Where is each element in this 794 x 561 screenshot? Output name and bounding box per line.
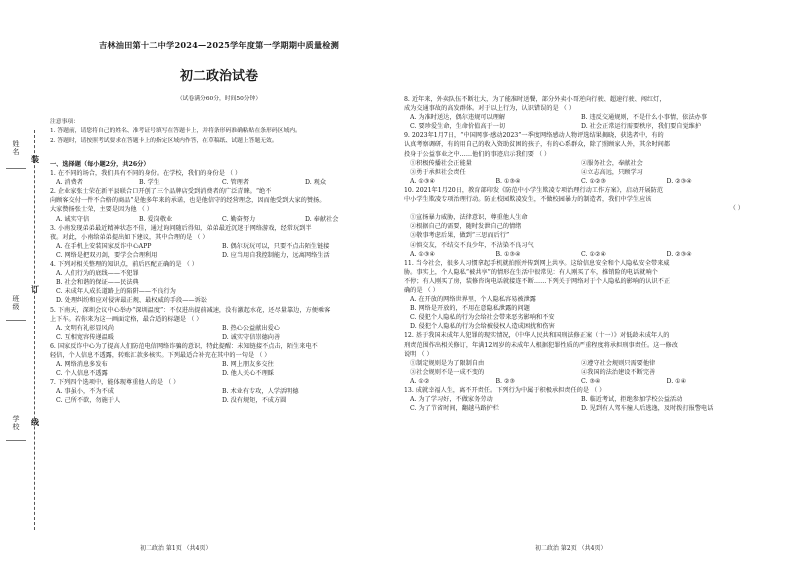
option-text: D. ①④ — [666, 377, 687, 385]
option-line: ②根据自己的需要，随时发泄自己的情绪 — [410, 223, 522, 231]
option-row — [404, 377, 752, 386]
option-text: D. 没有规矩，不成方圆 — [222, 397, 287, 405]
option-text: ③勇于承担社会责任 — [410, 168, 466, 176]
option-text: B. 违反交通规则，不是什么小事情，依法办事 — [581, 114, 708, 122]
option-line: C. 侵犯个人隐私的行为会给社会带来恶劣影响和不安 — [410, 314, 555, 322]
question-line: 8. 近年来，外卖队伍不断壮大，为了能准时送餐，部分外卖小哥逆向行驶、超速行驶、闯红灯， — [404, 96, 666, 103]
question-line: （ ） — [729, 205, 744, 213]
option-text: D. ②③④ — [666, 177, 692, 185]
option-text: ①积极传播社会正能量 — [410, 159, 472, 167]
option-line: ④慎交友，不结交不良少年，不沾染不良习气 — [410, 241, 534, 249]
option-text: C. 个人信息不透露 — [56, 370, 108, 378]
option-row — [50, 215, 388, 224]
question-line: 9. 2023年1月7日，“中国网事·感动2023”一季度网络感动人物评选结果揭晓，获选者中，有的 — [404, 132, 664, 140]
section-heading: 一、选择题（每小题2分，共26分） — [50, 161, 150, 168]
option-text: D. 奉献社会 — [305, 215, 339, 223]
option-text: C. 己所不欲，勿施于人 — [56, 397, 121, 405]
option-text: A. 消费者 — [56, 179, 83, 187]
question-line: 认真考察调研，有的用自己的收入资助贫困的孩子，有的心系群众，除了照顾家人外，其余时间都 — [404, 141, 671, 149]
question-line: 12. 基于我国未成年人犯罪的现实情况，《中华人民共和国刑法修正案（十一）》对低龄未成年人的 — [404, 332, 670, 340]
option-row — [404, 359, 752, 368]
question-line: 6. 国家反诈中心为了提高人们防范电信网络诈骗的意识，特此提醒：未知链接不点击，陌生来电不 — [50, 342, 318, 350]
question-line: 说明 （ ） — [404, 350, 433, 358]
option-row — [404, 404, 752, 413]
option-text: ①制定规则是为了限制自由 — [410, 359, 485, 367]
option-text: ④我国的法治建设不断完善 — [581, 368, 656, 376]
question-line: 投身于公益事业之中……他们的事迹启示我们要 （ ） — [404, 150, 551, 158]
name-label: 姓名 — [12, 140, 20, 156]
notes-heading: 注意事项： — [50, 119, 79, 125]
question-line: 11. 当今社会，很多人习惯拿起手机就拍照并传到网上共享。这给信息安全和个人隐私安全带来威 — [404, 259, 670, 267]
option-text: B. ①③④ — [495, 250, 521, 258]
option-row — [404, 250, 752, 259]
question-line: 10. 2021年1月20日，教育部印发《防范中小学生欺凌专项治理行动工作方案》，启动开展防范 — [404, 186, 664, 194]
option-text: C. 为了节省时间，翻越马路护栏 — [410, 405, 499, 413]
option-text: B. 热心公益献出爱心 — [222, 324, 280, 332]
option-text: C. ①②③ — [581, 177, 607, 185]
school-label: 学校 — [12, 415, 20, 431]
option-text: ④立志高远，只顾学习 — [581, 168, 643, 176]
option-row — [404, 122, 752, 131]
option-line: B. 社会和谐的保证——民法典 — [56, 279, 139, 287]
questions-right — [404, 95, 752, 413]
class-line — [6, 320, 26, 321]
option-text: C. 互相宽容传递温暖 — [56, 333, 114, 341]
name-line — [6, 168, 26, 169]
binding-mark-zhuang: 装 — [31, 154, 39, 164]
option-text: B. 术业有专攻，人学活明德 — [222, 388, 299, 396]
question-line: 确的是 （ ） — [404, 286, 439, 294]
exam-info: （试卷满分60分，时间50分钟） — [176, 96, 262, 102]
option-text: ③社会规则不是一成不变的 — [410, 368, 485, 376]
option-text: D. 应当用自我控制能力，远离网络生活 — [222, 251, 330, 259]
option-line: ①宣扬暴力威胁，法律意识，尊重他人生命 — [410, 214, 528, 222]
option-row — [50, 369, 388, 378]
option-text: ②服务社会，奉献社会 — [581, 159, 643, 167]
option-row — [404, 395, 752, 404]
exam-title: 吉林油田第十二中学2024—2025学年度第一学期期中质量检测 — [98, 40, 340, 50]
option-text: B. ①③④ — [495, 177, 521, 185]
question-line: 大家赞扬张士荣，主要是因为他 （ ） — [50, 206, 153, 214]
option-row — [404, 168, 752, 177]
question-line: 上下车。若你来为这一画面定格，最合适的标题是 （ ） — [50, 315, 203, 323]
option-line: D. 处理纠纷和应对侵害最正规、最权威的手段——诉讼 — [56, 297, 207, 305]
questions-left — [50, 160, 388, 406]
option-text: A. ①② — [410, 377, 430, 385]
option-text: B. 偶尔玩玩可以，只要不点击陌生链接 — [222, 242, 330, 250]
option-text: D. 见到有人驾车撞人后逃逸，及时拨打报警电话 — [581, 405, 714, 413]
option-text: B. 学生 — [139, 179, 160, 187]
question-line: 向顾客交付一件不合格的商品”是他多年来的承诺，也是他信守的经营理念，因而他受到大家的赞扬。 — [50, 197, 326, 205]
binding-mark-xian: 线 — [31, 417, 39, 427]
option-text: B. 临近考试，拒绝参加学校公益活动 — [581, 396, 683, 404]
option-row — [50, 333, 388, 342]
option-row — [50, 242, 388, 251]
question-line: 13. 成就幸福人生，离不开责任。下列行为中属于积极承担责任的是 （ ） — [404, 387, 606, 394]
question-line: 1. 在不同的场合，我们具有不同的身份。在学校，我们的身份是 （ ） — [50, 170, 242, 178]
question-line: 轻信，个人信息不透露，转账汇款多核实。下列最适合补充在其中的一句是 （ ） — [50, 351, 271, 359]
option-text: D. 诚实守信崇德向善 — [222, 333, 281, 341]
footer-page-2: 初二政治 第2页 （共4页） — [535, 545, 607, 552]
option-text: A. 为准时送达，偶尔违规可以理解 — [410, 114, 506, 122]
option-text: C. 管理者 — [222, 179, 250, 187]
option-text: C. 勤奋努力 — [222, 215, 256, 223]
option-text: A. ①③④ — [410, 177, 436, 185]
question-line: 中小学生欺凌专项治理行动。防止校园欺凌发生，不做校园暴力的制造者，我们中学生应该 — [404, 196, 652, 204]
option-row — [50, 360, 388, 369]
option-text: A. 事虽小，不为不成 — [56, 388, 114, 396]
option-text: C. ①②④ — [581, 250, 607, 258]
option-line: C. 未成年人成长道路上的陷阱——不良行为 — [56, 288, 176, 296]
question-line: 夜。对此，小南给弟弟提出如下建议，其中合理的是 （ ） — [50, 233, 209, 241]
option-text: A. 在手机上安装国家反诈中心APP — [56, 242, 152, 250]
question-line: 3. 小南发现弟弟最近精神状态不佳，通过询问随后得知，弟弟最近沉迷于网络游戏，经常玩到半 — [50, 224, 312, 232]
question-line: 不停；有人刚买了房，装修咨询电话就接连不断……下列关于网络对于个人隐私的影响的认识不正 — [404, 277, 671, 285]
option-text: D. 观众 — [305, 179, 327, 187]
option-text: B. 网上朋友多交往 — [222, 361, 274, 369]
option-line: D. 侵犯个人隐私的行为会给被侵权人造成困扰和伤害 — [410, 323, 555, 331]
class-label: 班级 — [12, 295, 20, 311]
question-line: 胁。事实上，个人隐私“被共享”的情形在生活中很常见：有人刚买了车，推销险的电话就响个 — [404, 268, 658, 276]
question-line: 2. 企业家张士荣在新平县联合口开创了三个品牌店受到消费者的广泛青睐。“绝不 — [50, 188, 272, 196]
option-row — [404, 113, 752, 122]
option-text: A. 网络消息多发布 — [56, 361, 108, 369]
binding-dashed-line — [34, 130, 35, 530]
option-row — [50, 178, 388, 187]
option-row — [50, 396, 388, 405]
option-text: ②遵守社会规则只需要他律 — [581, 359, 656, 367]
question-line: 7. 下列四个选项中，能体现尊重他人的是 （ ） — [50, 379, 180, 387]
question-line: 刑责范围作出相关修订，年满12周岁的未成年人根据犯罪性质的严重程度将承担刑事责任。这一修改 — [404, 341, 678, 349]
binding-mark-ding: 订 — [31, 284, 39, 294]
question-line: 4. 下列对相关整理的知识点，前后匹配正确的是 （ ） — [50, 261, 198, 269]
option-row — [50, 251, 388, 260]
option-row — [404, 368, 752, 377]
option-text: D. 社会正常运行需要秩序，我们要自觉维护 — [581, 123, 702, 131]
option-text: B. 爱岗敬业 — [139, 215, 173, 223]
note-item: 1. 答题前，请您将自己的姓名、准考证号填写在答题卡上，并将条形码准确粘贴在条形码区域内。 — [50, 128, 301, 135]
option-row — [50, 387, 388, 396]
question-line: 5. 下南天，深圳会议中心举办“深圳温度”：不仅进出提前减速，没有激起水花，还尽量靠边，方便乘客 — [50, 306, 331, 314]
footer-page-1: 初二政治 第1页 （共4页） — [140, 545, 212, 552]
option-text: A. 为了学习好，不做家务劳动 — [410, 396, 493, 404]
option-line: ③敬事考虑后果，做到“三思而后行” — [410, 232, 510, 240]
option-row — [404, 159, 752, 168]
binding-margin — [0, 0, 42, 561]
option-text: D. 他人关心不理睬 — [222, 370, 274, 378]
question-line: 成为交通事故的高发群体。对于以上行为，认识错误的是 （ ） — [404, 105, 575, 113]
option-text: A. ①③④ — [410, 250, 436, 258]
option-line: B. 网络是开放的，不用在意隐私泄露的问题 — [410, 305, 530, 313]
option-text: A. 诚实守信 — [56, 215, 90, 223]
option-text: B. ②③ — [495, 377, 516, 385]
option-line: A. 在开放的网络世界里，个人隐私容易被泄露 — [410, 296, 536, 304]
option-row — [50, 324, 388, 333]
notes-section — [50, 118, 390, 146]
option-text: C. 网络是把双刃剑，要学会合理利用 — [56, 251, 158, 259]
option-row — [404, 177, 752, 186]
school-line — [6, 440, 26, 441]
option-text: C. ③④ — [581, 377, 601, 385]
option-text: A. 文明有礼彰显风尚 — [56, 324, 114, 332]
note-item: 2. 答题时，请按照考试要求在答题卡上的指定区域内作答，在草稿纸、试题上答题无效。 — [50, 137, 278, 144]
option-text: C. 要珍爱生命，生命价值高于一切 — [410, 123, 506, 131]
exam-subtitle: 初二政治试卷 — [179, 69, 258, 84]
option-line: A. 人们行为的底线——不犯罪 — [56, 270, 139, 278]
option-text: D. ②③④ — [666, 250, 692, 258]
